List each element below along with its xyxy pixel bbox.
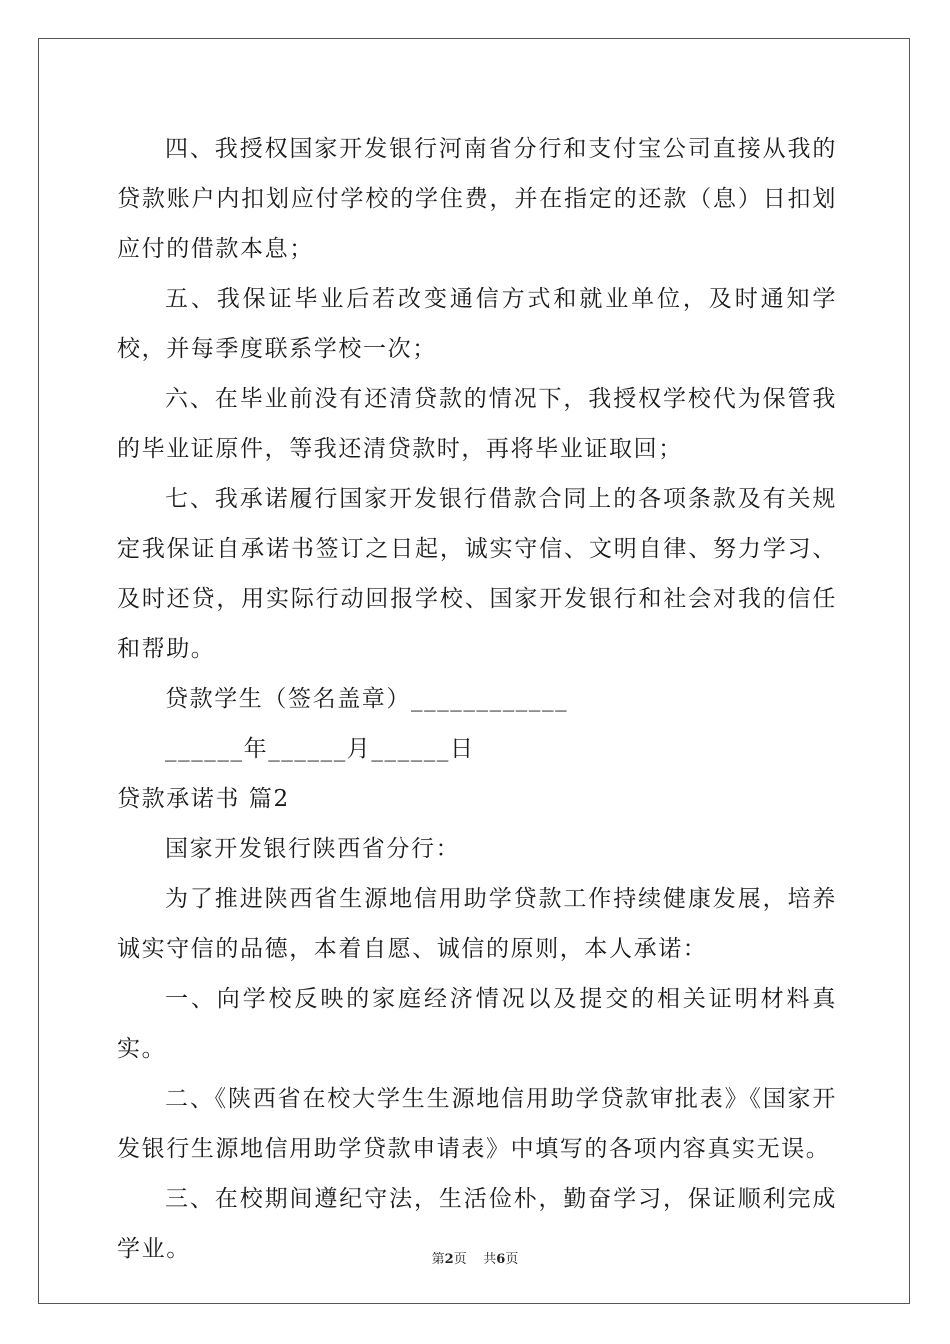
- total-prefix: 共: [483, 1252, 497, 1267]
- document-body: [117, 124, 837, 1274]
- paragraph-clause-4: 四、我授权国家开发银行河南省分行和支付宝公司直接从我的贷款账户内扣划应付学校的学住费，并在指定的还款（息）日扣划应付的借款本息；: [117, 136, 837, 262]
- salutation: 国家开发银行陕西省分行：: [165, 836, 461, 862]
- page-prefix: 第: [431, 1252, 445, 1267]
- section-title: 贷款承诺书 篇2: [117, 786, 290, 812]
- page-current: 2: [444, 1252, 454, 1267]
- paragraph-clause-3: 三、在校期间遵纪守法，生活俭朴，勤奋学习，保证顺利完成学业。: [117, 1186, 837, 1262]
- page-suffix: 页: [453, 1252, 467, 1267]
- paragraph-clause-7: 七、我承诺履行国家开发银行借款合同上的各项条款及有关规定我保证自承诺书签订之日起，诚实守信、文明自律、努力学习、及时还贷，用实际行动回报学校、国家开发银行和社会对我的信任和帮助。: [117, 486, 837, 662]
- paragraph-clause-5: 五、我保证毕业后若改变通信方式和就业单位，及时通知学校，并每季度联系学校一次；: [117, 286, 837, 362]
- paragraph-clause-2: 二、《陕西省在校大学生生源地信用助学贷款审批表》《国家开发银行生源地信用助学贷款申请表》中填写的各项内容真实无误。: [117, 1086, 837, 1162]
- total-suffix: 页: [505, 1252, 519, 1267]
- paragraph-clause-6: 六、在毕业前没有还清贷款的情况下，我授权学校代为保管我的毕业证原件，等我还清贷款时，再将毕业证取回；: [117, 386, 837, 462]
- date-line: ______年______月______日: [165, 736, 475, 762]
- paragraph-intro: 为了推进陕西省生源地信用助学贷款工作持续健康发展，培养诚实守信的品德，本着自愿、诚信的原则，本人承诺：: [117, 886, 837, 962]
- signature-line: 贷款学生（签名盖章）____________: [165, 686, 569, 712]
- paragraph-clause-1: 一、向学校反映的家庭经济情况以及提交的相关证明材料真实。: [117, 986, 837, 1062]
- page-footer: [0, 1248, 950, 1267]
- page-total: 6: [496, 1252, 506, 1267]
